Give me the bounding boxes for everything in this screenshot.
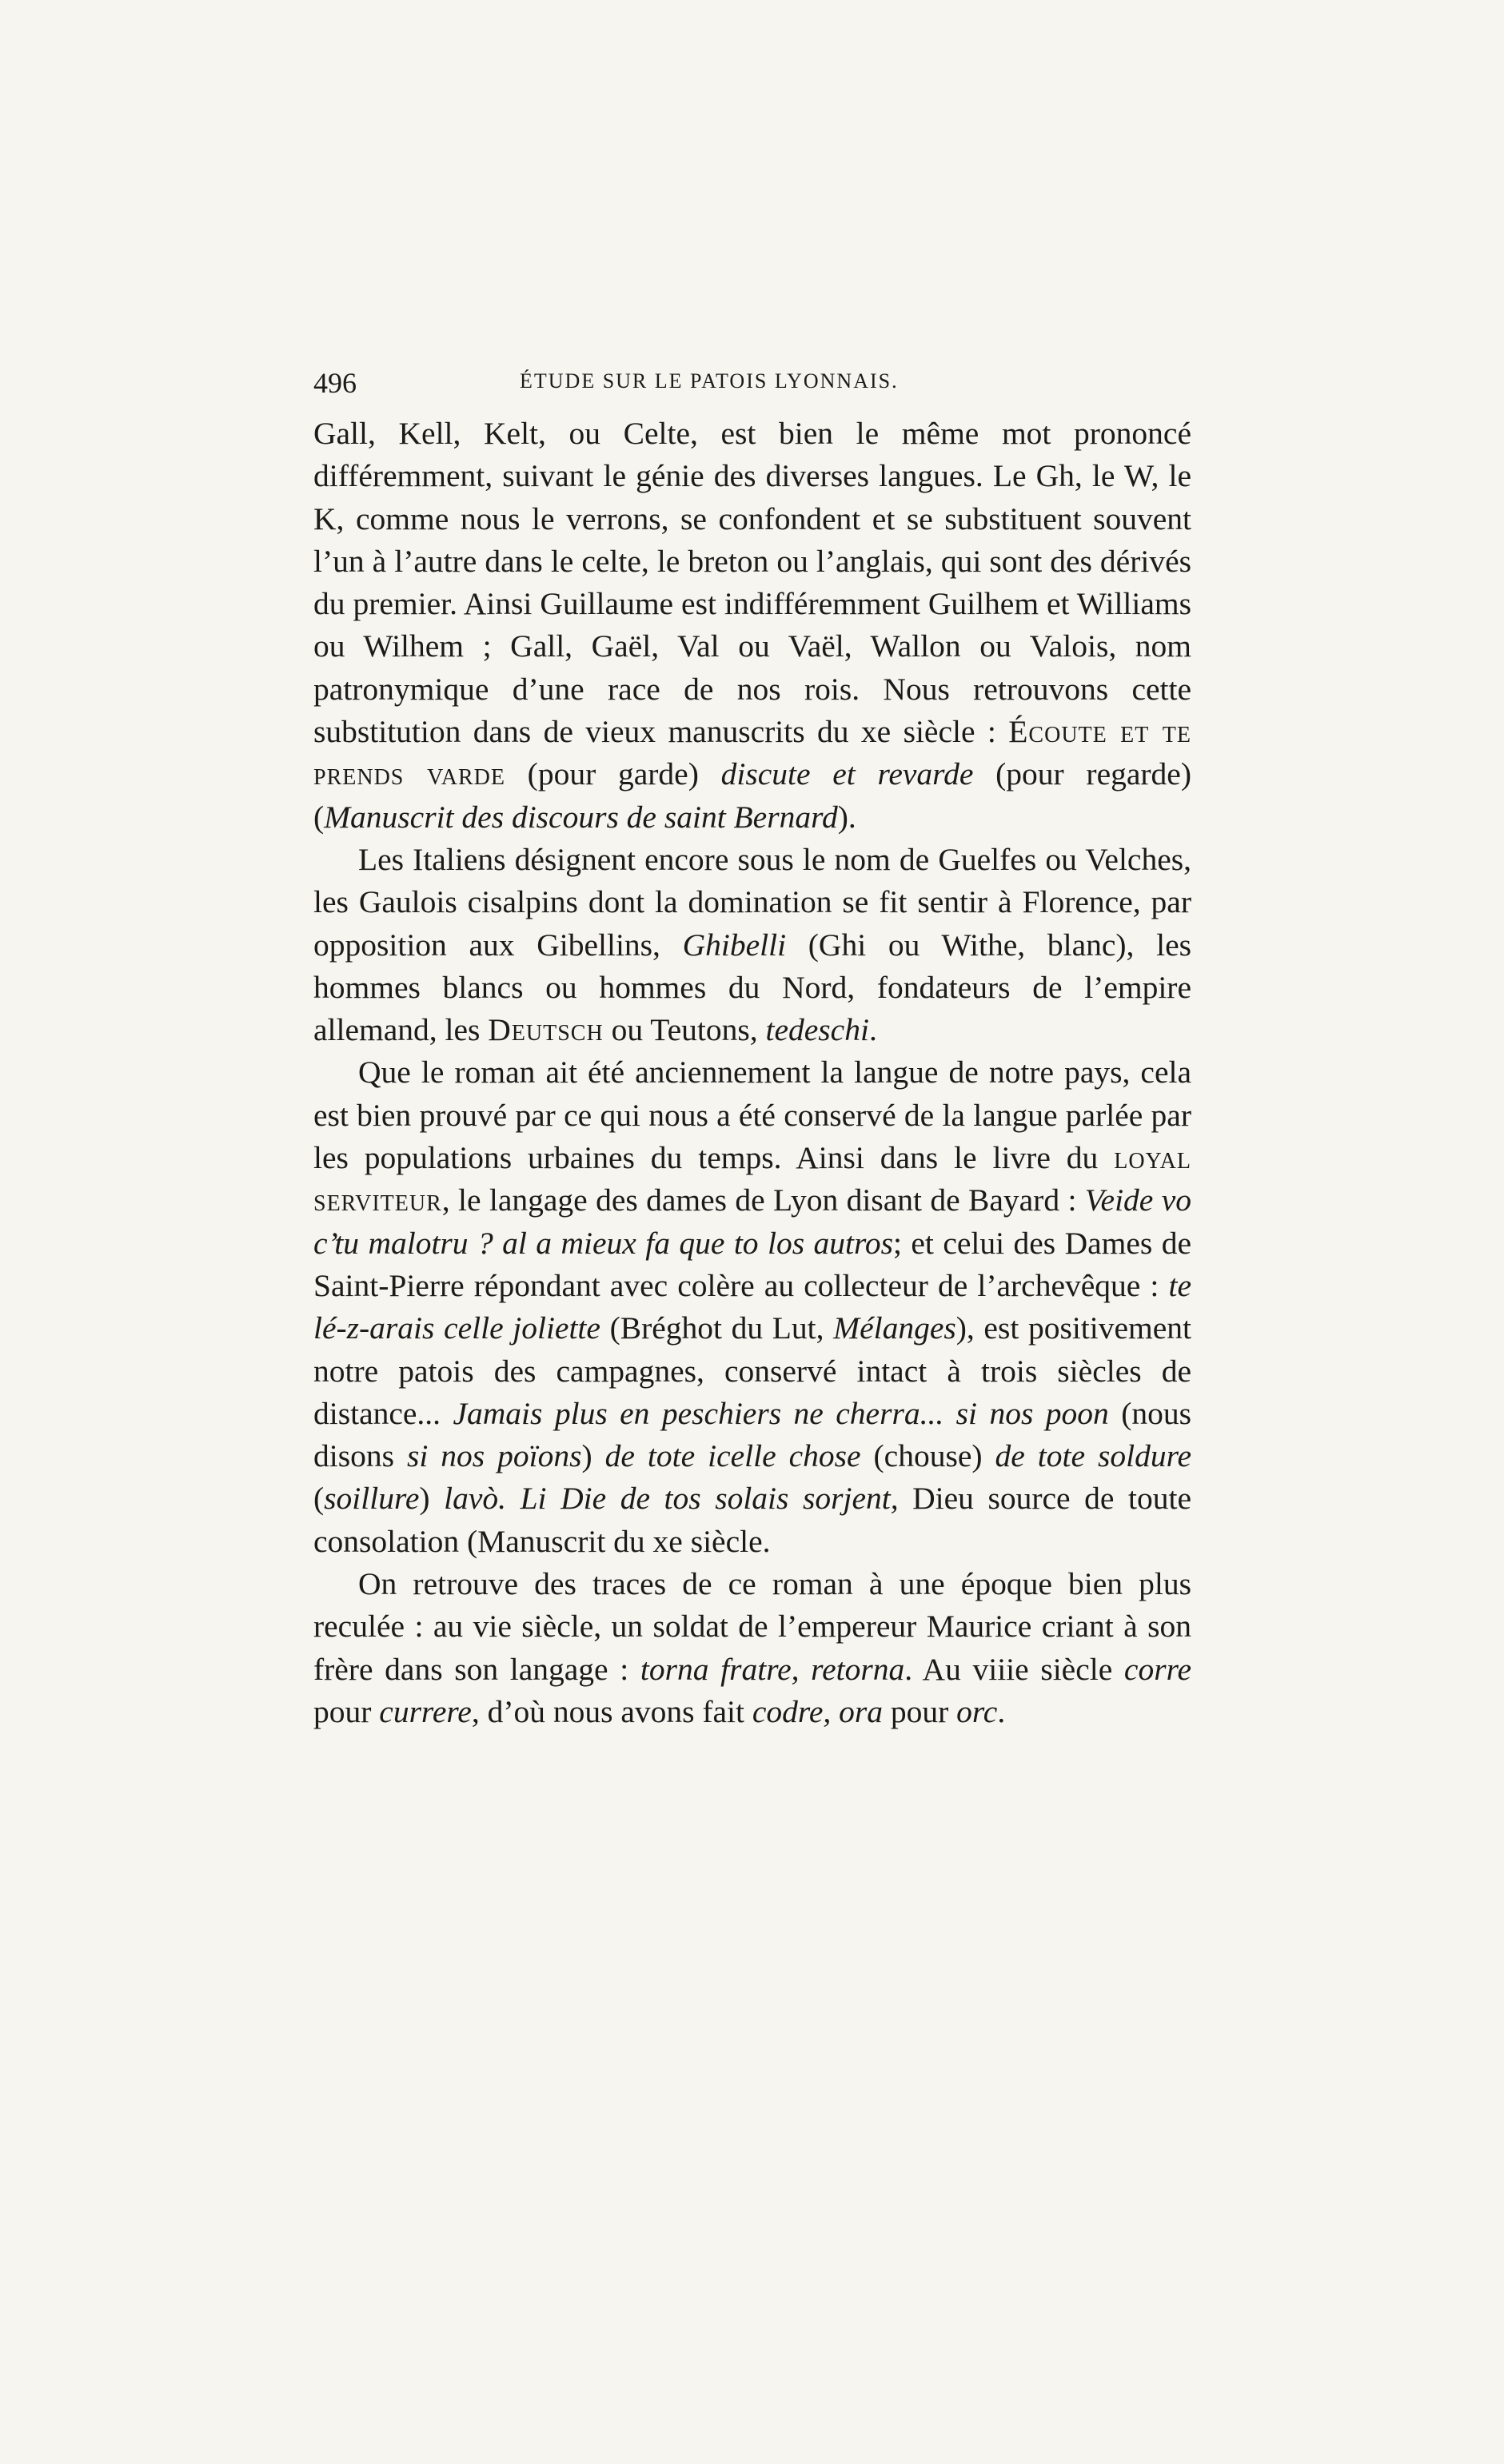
text-run: . Au viiie siècle	[904, 1651, 1124, 1687]
body-text	[313, 413, 1191, 1733]
italic-text: corre	[1123, 1651, 1192, 1687]
italic-text: Jamais plus en peschiers ne cherra... si nos poon	[453, 1395, 1109, 1431]
text-run: ).	[837, 799, 856, 835]
running-title: ÉTUDE SUR LE PATOIS LYONNAIS.	[520, 369, 899, 393]
text-run: (pour regarde) (	[313, 756, 1191, 835]
text-run: ), est positivement notre patois des campagnes, conservé intact à trois siècles de distance...	[313, 1310, 1192, 1431]
page-header	[313, 366, 1191, 413]
paragraph	[313, 413, 1191, 839]
text-run: (Ghi ou Withe, blanc), les hommes blancs ou hommes du Nord, fondateurs de l’empire allemand, les	[313, 927, 1191, 1048]
paragraph	[313, 1563, 1191, 1733]
text-run: .	[868, 1012, 877, 1048]
text-run: pour	[313, 1693, 380, 1729]
text-run: Que le roman ait été anciennement la langue de notre pays, cela est bien prouvé par ce qui nous a été conservé de la langue parlée par les populations urbaines du temps. Ainsi dans le livre du	[313, 1055, 1191, 1176]
text-run: )	[419, 1481, 445, 1517]
text-run: ou Teutons,	[603, 1012, 766, 1048]
text-run: Les Italiens désignent encore sous le nom de Guelfes ou Velches, les Gaulois cisalpins dont la domination se fit sentir à Florence, par opposition aux Gibellins,	[313, 841, 1191, 963]
italic-text: te lé-z-arais celle joliette	[313, 1267, 1191, 1346]
italic-text: de tote icelle chose	[604, 1438, 861, 1474]
italic-text: codre, ora	[752, 1693, 883, 1729]
text-run: Gall, Kell, Kelt, ou Celte, est bien le même mot prononcé différemment, suivant le génie des diverses langues. Le Gh, le W, le K, comme nous le verrons, se confondent et se substituent souvent l’un à l’autre dans le celte, le breton ou l’anglais, qui sont des dérivés du premier. Ainsi Guillaume est indifféremment Guilhem et Williams ou Wilhem ; Gall, Gaël, Val ou Vaël, Wallon ou Valois, nom patronymique d’une race de nos rois. Nous retrouvons cette substitution dans de vieux manuscrits du xe siècle :	[313, 416, 1191, 750]
text-run: )	[581, 1438, 605, 1474]
small-caps-text: Écoute et te prends varde	[313, 714, 1191, 792]
text-run: (	[313, 1481, 325, 1517]
italic-text: si nos poïons	[406, 1438, 582, 1474]
italic-text: torna fratre, retorna	[640, 1651, 905, 1687]
italic-text: de tote soldure	[995, 1438, 1192, 1474]
italic-text: orc	[956, 1693, 998, 1729]
text-run: , le langage des dames de Lyon disant de Bayard :	[441, 1182, 1085, 1218]
italic-text: Veide vo c’tu malotru ? al a mieux fa que to los autros	[313, 1182, 1191, 1261]
text-run: (pour garde)	[505, 756, 721, 792]
italic-text: discute et revarde	[720, 756, 974, 792]
text-run: (chouse)	[860, 1438, 995, 1474]
italic-text: Manuscrit des discours de saint Bernard	[324, 799, 838, 835]
small-caps-text: Deutsch	[488, 1012, 604, 1048]
text-run: Dieu source de toute consolation (Manuscrit du xe siècle.	[313, 1481, 1191, 1559]
small-caps-text: loyal serviteur	[313, 1140, 1191, 1218]
italic-text: Mélanges	[833, 1310, 956, 1346]
paragraph	[313, 839, 1191, 1051]
text-run: pour	[882, 1693, 957, 1729]
italic-text: soillure	[324, 1481, 420, 1517]
italic-text: Ghibelli	[682, 927, 787, 963]
text-run: (Bréghot du Lut,	[600, 1310, 834, 1346]
text-run: .	[997, 1693, 1006, 1729]
paragraph	[313, 1051, 1191, 1563]
page-number: 496	[313, 367, 357, 399]
text-run: On retrouve des traces de ce roman à une époque bien plus reculée : au vie siècle, un soldat de l’empereur Maurice criant à son frère dans son langage :	[313, 1566, 1191, 1687]
book-page	[313, 366, 1191, 1733]
italic-text: tedeschi	[765, 1012, 869, 1048]
italic-text: currere	[379, 1693, 472, 1729]
text-run: , d’où nous avons fait	[471, 1693, 752, 1729]
text-run: ; et celui des Dames de Saint-Pierre répondant avec colère au collecteur de l’archevêque :	[313, 1225, 1191, 1303]
italic-text: lavò. Li Die de tos solais sorjent,	[444, 1481, 899, 1517]
text-run: (nous disons	[313, 1395, 1191, 1474]
